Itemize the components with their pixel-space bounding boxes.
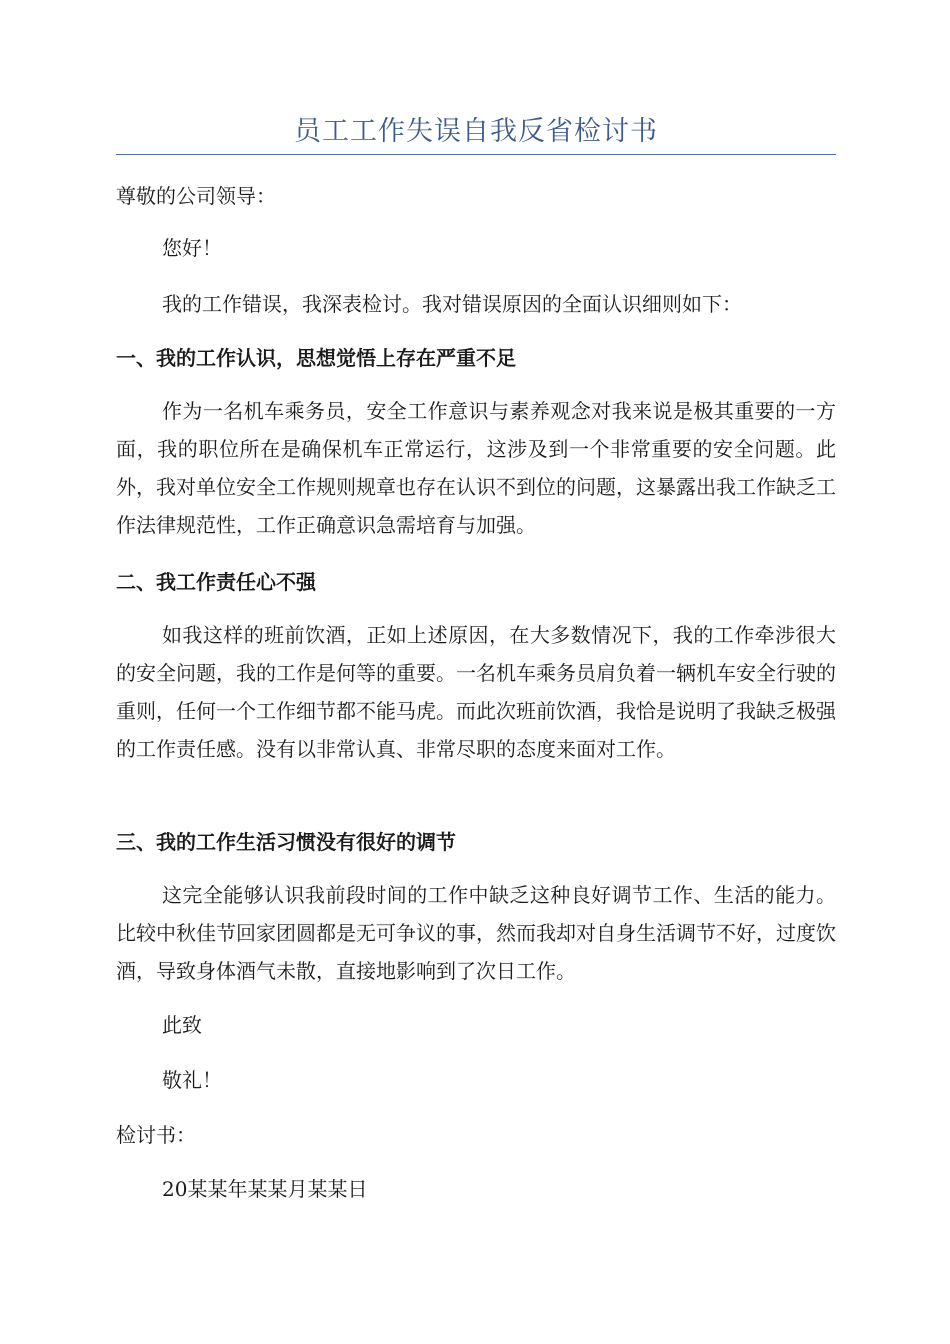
- title-underline: [116, 154, 836, 155]
- section-body-3: 这完全能够认识我前段时间的工作中缺乏这种良好调节工作、生活的能力。比较中秋佳节回家团圆都是无可争议的事，然而我却对自身生活调节不好，过度饮酒，导致身体酒气未散，直接地影响到了次日工作。: [116, 883, 836, 983]
- intro-paragraph: 我的工作错误，我深表检讨。我对错误原因的全面认识细则如下：: [162, 292, 742, 316]
- date-line: 20某某年某某月某某日: [162, 1177, 368, 1201]
- signature-label: 检讨书：: [116, 1123, 196, 1147]
- section-heading-3: 三、我的工作生活习惯没有很好的调节: [116, 830, 456, 854]
- section-body-1: 作为一名机车乘务员，安全工作意识与素养观念对我来说是极其重要的一方面，我的职位所在是确保机车正常运行，这涉及到一个非常重要的安全问题。此外，我对单位安全工作规则规章也存在认识不到位的问题，这暴露出我工作缺乏工作法律规范性，工作正确意识急需培育与加强。: [116, 399, 836, 537]
- document-title: 员工工作失误自我反省检讨书: [294, 116, 658, 147]
- closing-line-1: 此致: [162, 1013, 202, 1037]
- section-heading-2: 二、我工作责任心不强: [116, 570, 316, 594]
- greeting: 您好！: [162, 236, 222, 260]
- salutation: 尊敬的公司领导：: [116, 184, 276, 208]
- section-heading-1: 一、我的工作认识，思想觉悟上存在严重不足: [116, 346, 516, 370]
- section-body-2: 如我这样的班前饮酒，正如上述原因，在大多数情况下，我的工作牵涉很大的安全问题，我的工作是何等的重要。一名机车乘务员肩负着一辆机车安全行驶的重则，任何一个工作细节都不能马虎。而此次班前饮酒，我恰是说明了我缺乏极强的工作责任感。没有以非常认真、非常尽职的态度来面对工作。: [116, 623, 836, 761]
- closing-line-2: 敬礼！: [162, 1068, 222, 1092]
